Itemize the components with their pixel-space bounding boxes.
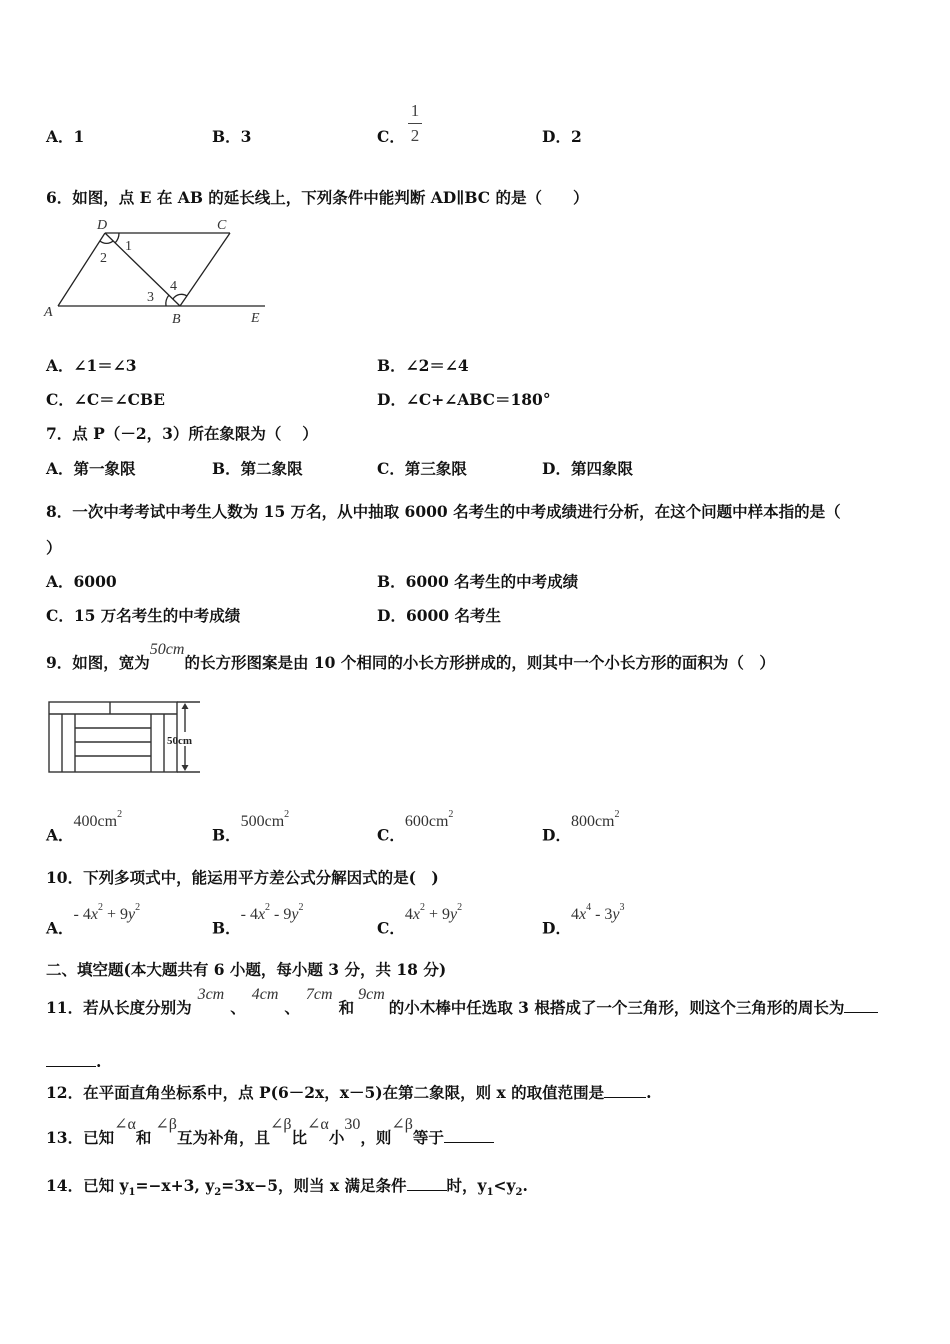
q14-sub-2: 2 bbox=[214, 1187, 222, 1199]
q14-answer-blank[interactable] bbox=[407, 1176, 447, 1191]
q7-option-c: C．第三象限 bbox=[377, 459, 467, 478]
q11-pre: 11．若从长度分别为 bbox=[46, 998, 192, 1017]
q7-option-b: B．第二象限 bbox=[212, 459, 303, 478]
q10-stem: 10．下列多项式中，能运用平方差公式分解因式的是( ) bbox=[46, 868, 439, 887]
dim-arrow-down-icon bbox=[182, 765, 189, 771]
q10-option-c-label: C． bbox=[377, 918, 405, 938]
q12-answer-blank[interactable] bbox=[604, 1083, 646, 1098]
q10-option-a-expr: - $4x^2 + 9y^2$ bbox=[73, 902, 141, 924]
q13-alpha-2: ∠α bbox=[307, 1116, 329, 1133]
q8-option-b: B．6000 名考生的中考成绩 bbox=[377, 572, 579, 591]
q8-option-c: C．15 万名考生的中考成绩 bbox=[46, 606, 241, 625]
section-2-title: 二、填空题(本大题共有 6 小题，每小题 3 分，共 18 分) bbox=[46, 960, 447, 979]
q14-sub-3: 1 bbox=[486, 1187, 494, 1199]
q12-text: 12．在平面直角坐标系中，点 P(6－2x，x－5)在第二象限，则 x 的取值范围是 bbox=[46, 1083, 605, 1102]
q9-option-a-label: A． bbox=[46, 825, 74, 845]
q11-sep-1: 、 bbox=[230, 998, 246, 1017]
q11-continuation bbox=[46, 1052, 101, 1072]
q10-option-b-expr: - $4x^2 - 9y^2$ bbox=[240, 902, 304, 924]
q9-rectangle-figure bbox=[44, 698, 209, 780]
q13-eq: 等于 bbox=[412, 1128, 444, 1147]
q11-stem bbox=[46, 986, 878, 1019]
q10-option-b bbox=[212, 902, 304, 939]
q11-length-3: 7cm bbox=[305, 986, 333, 1003]
q9-option-b-number: 500cm bbox=[240, 813, 285, 831]
q5-option-c-fraction bbox=[408, 101, 422, 146]
q13-beta-2: ∠β bbox=[269, 1116, 292, 1133]
q10-option-d-expr: $4x^4 - 3y^3$ bbox=[570, 902, 625, 924]
q9-option-d-number: 800cm bbox=[570, 813, 615, 831]
q9-option-a bbox=[46, 809, 123, 846]
q9-stem-pre: 9．如图，宽为 bbox=[46, 653, 150, 672]
label-d: D bbox=[97, 218, 108, 233]
q8-option-d: D．6000 名考生 bbox=[377, 606, 501, 625]
q9-option-d-value bbox=[570, 809, 620, 831]
q11-post: 的小木棒中任选取 3 根搭成了一个三角形，则这个三角形的周长为 bbox=[388, 998, 845, 1017]
q14-sub-4: 2 bbox=[515, 1187, 523, 1199]
q6-stem: 6．如图，点 E 在 AB 的延长线上，下列条件中能判断 AD∥BC 的是（ ） bbox=[46, 188, 589, 207]
q9-option-d-label: D． bbox=[542, 825, 571, 845]
line-da bbox=[58, 233, 105, 306]
q13-beta-3: ∠β bbox=[391, 1116, 413, 1133]
q9-stem-post: 的长方形图案是由 10 个相同的小长方形拼成的，则其中一个小长方形的面积为（ ） bbox=[184, 653, 775, 672]
label-b: B bbox=[172, 312, 181, 327]
label-e: E bbox=[251, 311, 260, 326]
angle-label-1: 1 bbox=[125, 239, 132, 254]
angle-arc-1 bbox=[115, 233, 119, 243]
q9-option-a-value bbox=[73, 809, 123, 831]
angle-label-4: 4 bbox=[170, 279, 177, 294]
q12-end: . bbox=[646, 1083, 652, 1102]
angle-arc-2 bbox=[100, 241, 113, 243]
q10-option-a-label: A． bbox=[46, 918, 74, 938]
q13-than: 比 bbox=[291, 1128, 308, 1147]
q11-length-1: 3cm bbox=[197, 986, 225, 1003]
angle-label-3: 3 bbox=[147, 290, 154, 305]
q9-option-b-label: B． bbox=[212, 825, 241, 845]
line-cb bbox=[180, 233, 230, 306]
q13-degrees: 30 bbox=[344, 1116, 361, 1133]
q12-stem bbox=[46, 1083, 652, 1103]
q13-alpha: ∠α bbox=[114, 1116, 136, 1133]
q14-pre: 14．已知 y bbox=[46, 1176, 129, 1195]
q13-answer-blank[interactable] bbox=[444, 1128, 494, 1143]
q6-option-a: A．∠1＝∠3 bbox=[46, 356, 137, 375]
q6-option-c: C．∠C＝∠CBE bbox=[46, 390, 165, 409]
q14-stem bbox=[46, 1176, 528, 1203]
q9-option-b bbox=[212, 809, 290, 846]
q9-option-c-value bbox=[404, 809, 454, 831]
q5-option-b: B．3 bbox=[212, 127, 252, 146]
q9-stem bbox=[46, 641, 775, 674]
dim-arrow-up-icon bbox=[182, 703, 189, 709]
q9-stem-math: 50cm bbox=[149, 641, 185, 658]
q6-option-d: D．∠C+∠ABC＝180° bbox=[377, 390, 551, 409]
q13-beta: ∠β bbox=[155, 1116, 177, 1133]
q9-option-c-exp: 2 bbox=[448, 809, 454, 820]
q8-stem-line1: 8．一次中考考试中考生人数为 15 万名，从中抽取 6000 名考生的中考成绩进行分析，在这个问题中样本指的是（ bbox=[46, 502, 841, 521]
q9-option-a-exp: 2 bbox=[117, 809, 123, 820]
angle-arc-3 bbox=[166, 295, 169, 306]
q9-option-a-number: 400cm bbox=[73, 813, 118, 831]
q9-option-c bbox=[377, 809, 454, 846]
q10-option-c bbox=[377, 902, 463, 939]
q9-option-b-value bbox=[240, 809, 290, 831]
fraction-bar bbox=[408, 123, 422, 124]
q9-option-c-label: C． bbox=[377, 825, 405, 845]
q10-option-a bbox=[46, 902, 141, 939]
q5-option-d: D．2 bbox=[542, 127, 582, 146]
q13-mid: 互为补角，且 bbox=[176, 1128, 270, 1147]
q7-option-d: D．第四象限 bbox=[542, 459, 633, 478]
q10-option-b-label: B． bbox=[212, 918, 241, 938]
q6-parallelogram-figure bbox=[40, 214, 275, 329]
q9-option-d-exp: 2 bbox=[614, 809, 620, 820]
q5-option-c-label: C． bbox=[377, 127, 405, 146]
q10-option-d-label: D． bbox=[542, 918, 571, 938]
fraction-denominator: 2 bbox=[410, 126, 420, 145]
q11-end: . bbox=[96, 1052, 102, 1071]
q11-length-4: 9cm bbox=[358, 986, 385, 1003]
q11-and: 和 bbox=[338, 998, 355, 1017]
q14-end: . bbox=[522, 1176, 528, 1195]
q11-length-2: 4cm bbox=[251, 986, 279, 1003]
q13-comma: ，则 bbox=[360, 1128, 392, 1147]
q13-and: 和 bbox=[135, 1128, 152, 1147]
q9-option-c-number: 600cm bbox=[404, 813, 449, 831]
q14-lt: <y bbox=[493, 1176, 516, 1195]
q13-stem bbox=[46, 1116, 494, 1149]
q5-option-a: A．1 bbox=[46, 127, 85, 146]
q14-mid-1: =−x+3, y bbox=[135, 1176, 215, 1195]
q7-option-a: A．第一象限 bbox=[46, 459, 136, 478]
figure-width-label: 50cm bbox=[167, 735, 193, 747]
q9-option-d bbox=[542, 809, 620, 846]
q14-post: 时，y bbox=[446, 1176, 487, 1195]
fraction-numerator: 1 bbox=[410, 101, 420, 120]
q7-stem: 7．点 P（－2，3）所在象限为（ ） bbox=[46, 424, 318, 443]
q9-option-b-exp: 2 bbox=[284, 809, 290, 820]
q11-sep-2: 、 bbox=[284, 998, 300, 1017]
q11-answer-blank-2[interactable] bbox=[46, 1052, 96, 1067]
q13-pre: 13．已知 bbox=[46, 1128, 115, 1147]
q14-mid-2: =3x−5，则当 x 满足条件 bbox=[221, 1176, 407, 1195]
q10-option-c-expr: $4x^2 + 9y^2$ bbox=[404, 902, 463, 924]
q13-less: 小 bbox=[328, 1128, 345, 1147]
q8-option-a: A．6000 bbox=[46, 572, 117, 591]
q11-answer-blank-1[interactable] bbox=[844, 998, 878, 1013]
q8-stem-line2: ） bbox=[46, 538, 62, 557]
q10-option-d bbox=[542, 902, 625, 939]
angle-label-2: 2 bbox=[100, 251, 107, 266]
label-c: C bbox=[217, 218, 227, 233]
label-a: A bbox=[44, 305, 53, 320]
q14-sub-1: 1 bbox=[128, 1187, 136, 1199]
outer-rectangle bbox=[49, 702, 177, 772]
q6-option-b: B．∠2＝∠4 bbox=[377, 356, 469, 375]
